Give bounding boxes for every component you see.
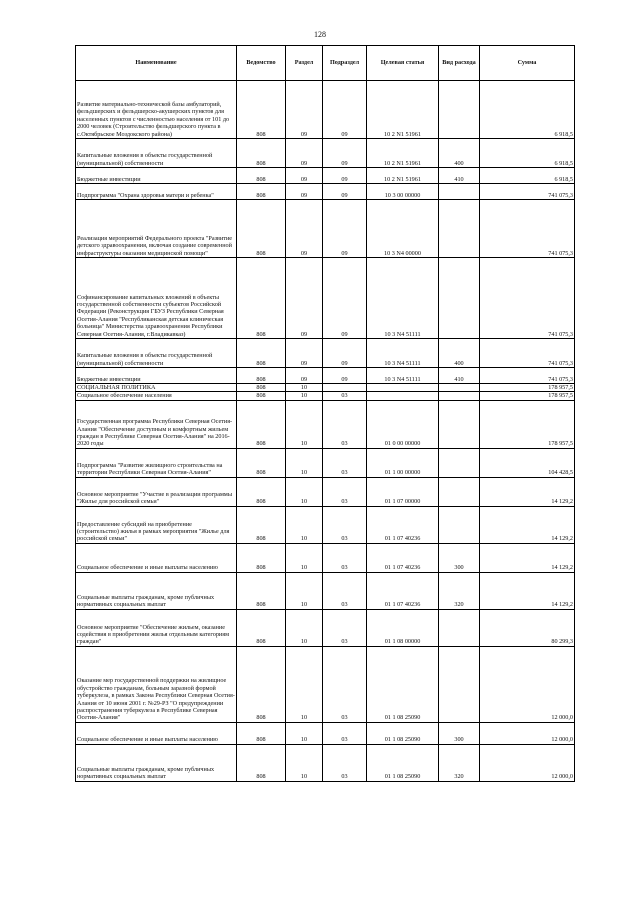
row-section: 10 [286,392,323,400]
row-article: 01 1 08 00000 [367,609,439,646]
row-dept: 808 [237,81,286,139]
table-row [76,184,575,200]
row-kind: 300 [439,543,480,572]
row-subsection: 03 [323,477,367,506]
row-name: Предоставление субсидий на приобретение (строительство) жилья в рамках мероприятия "Жилье для российской семьи" [76,506,237,543]
row-name: Социальные выплаты гражданам, кроме публичных нормативных социальных выплат [76,744,237,781]
row-kind: 400 [439,139,480,168]
table-row [76,744,575,781]
row-subsection: 03 [323,722,367,744]
row-kind: 300 [439,722,480,744]
row-article: 01 0 00 00000 [367,400,439,448]
row-kind [439,400,480,448]
header-subsection: Подраздел [323,46,367,81]
row-kind [439,646,480,722]
row-kind [439,448,480,477]
row-dept: 808 [237,400,286,448]
row-name: Оказание мер государственной поддержки на жилищное обустройство гражданам, больным заразной формой туберкулеза, в рамках Закона Республики Северная Осетия-Алания от 10 июня 2001 г. №29-РЗ "О предупреждении распространения туберкулеза в Республике Северная Осетия-Алания" [76,646,237,722]
row-kind [439,477,480,506]
row-name: Основное мероприятие "Обеспечение жильем, оказание содействия в приобретении жилья отдельным категориям граждан" [76,609,237,646]
row-section: 09 [286,168,323,184]
row-name: Основное мероприятие "Участие в реализации программы "Жилье для российской семьи" [76,477,237,506]
row-article: 01 1 07 00000 [367,477,439,506]
row-article: 10 2 N1 51961 [367,81,439,139]
row-article [367,392,439,400]
table-row [76,81,575,139]
table-row [76,168,575,184]
row-dept: 808 [237,168,286,184]
table-row [76,392,575,400]
row-subsection: 09 [323,200,367,258]
row-section: 10 [286,506,323,543]
row-dept: 808 [237,572,286,609]
row-name: Бюджетные инвестиции [76,368,237,384]
row-subsection: 03 [323,744,367,781]
budget-table [75,45,575,782]
row-sum: 741 075,3 [480,184,575,200]
table-row [76,339,575,368]
row-sum: 12 000,0 [480,722,575,744]
table-row [76,543,575,572]
row-section: 09 [286,339,323,368]
row-kind [439,200,480,258]
row-sum: 6 918,5 [480,139,575,168]
row-subsection: 03 [323,448,367,477]
row-dept: 808 [237,543,286,572]
row-kind: 410 [439,368,480,384]
row-article: 01 1 00 00000 [367,448,439,477]
row-sum: 14 129,2 [480,477,575,506]
row-article: 10 3 N4 51111 [367,339,439,368]
row-dept: 808 [237,609,286,646]
row-dept: 808 [237,448,286,477]
row-sum: 14 129,2 [480,543,575,572]
row-subsection: 03 [323,646,367,722]
table-row [76,609,575,646]
row-subsection: 09 [323,258,367,339]
row-subsection: 09 [323,184,367,200]
row-article: 10 3 00 00000 [367,184,439,200]
table-row [76,477,575,506]
row-name: Бюджетные инвестиции [76,168,237,184]
table-body [76,81,575,782]
header-sum: Сумма [480,46,575,81]
row-dept: 808 [237,139,286,168]
row-subsection: 03 [323,572,367,609]
row-sum: 6 918,5 [480,81,575,139]
row-dept: 808 [237,392,286,400]
table-row [76,400,575,448]
row-section: 09 [286,368,323,384]
row-sum: 741 075,3 [480,339,575,368]
table-row [76,200,575,258]
row-name: Социальное обеспечение и иные выплаты населению [76,722,237,744]
row-section: 10 [286,722,323,744]
header-dept: Ведомство [237,46,286,81]
row-name: Софинансирование капитальных вложений в объекты государственной собственности субъектов Российской Федерации (Реконструкция ГБУЗ Республики Северная Осетия-Алания "Республиканская детская клиническая больница" Министерства здравоохранения Республики Северная Осетия-Алания, г.Владикавказ) [76,258,237,339]
row-name: Капитальные вложения в объекты государственной (муниципальной) собственности [76,339,237,368]
row-kind [439,506,480,543]
row-section: 10 [286,572,323,609]
row-section: 10 [286,448,323,477]
row-section: 10 [286,384,323,392]
row-kind [439,258,480,339]
row-section: 09 [286,200,323,258]
row-name: Социальное обеспечение населения [76,392,237,400]
table-row [76,448,575,477]
header-name: Наименование [76,46,237,81]
row-dept: 808 [237,506,286,543]
row-kind [439,392,480,400]
row-subsection [323,384,367,392]
row-subsection: 09 [323,168,367,184]
row-sum: 741 075,3 [480,258,575,339]
row-name: Развитие материально-технической базы амбулаторий, фельдшерских и фельдшерско-акушерских пунктов для населенных пунктов с численностью населения от 101 до 2000 человек (Строительство фельдшерского пункта в с.Октябрьское Моздокского района) [76,81,237,139]
header-section: Раздел [286,46,323,81]
row-section: 09 [286,258,323,339]
row-article: 10 2 N1 51961 [367,139,439,168]
table-row [76,258,575,339]
table-row [76,506,575,543]
row-section: 09 [286,139,323,168]
row-section: 09 [286,81,323,139]
table-row [76,368,575,384]
row-subsection: 09 [323,368,367,384]
row-section: 10 [286,744,323,781]
row-sum: 6 918,5 [480,168,575,184]
row-name: Государственная программа Республики Северная Осетия-Алания "Обеспечение доступным и комфортным жильем граждан в Республике Северная Осетия-Алания" на 2016-2020 годы [76,400,237,448]
row-kind: 320 [439,744,480,781]
row-name: СОЦИАЛЬНАЯ ПОЛИТИКА [76,384,237,392]
row-dept: 808 [237,200,286,258]
table-row [76,572,575,609]
row-name: Капитальные вложения в объекты государственной (муниципальной) собственности [76,139,237,168]
row-kind: 320 [439,572,480,609]
row-name: Социальные выплаты гражданам, кроме публичных нормативных социальных выплат [76,572,237,609]
row-name: Социальное обеспечение и иные выплаты населению [76,543,237,572]
row-article: 01 1 07 40236 [367,543,439,572]
row-sum: 14 129,2 [480,506,575,543]
row-name: Реализация мероприятий Федерального проекта "Развитие детского здравоохранения, включая создание современной инфраструктуры оказания медицинской помощи" [76,200,237,258]
row-name: Подпрограмма "Развитие жилищного строительства на территории Республики Северная Осетия-Алания" [76,448,237,477]
row-name: Подпрограмма "Охрана здоровья матери и ребенка" [76,184,237,200]
row-subsection: 03 [323,392,367,400]
row-kind [439,184,480,200]
row-section: 10 [286,477,323,506]
row-subsection: 03 [323,609,367,646]
table-row [76,646,575,722]
row-kind [439,384,480,392]
row-dept: 808 [237,744,286,781]
row-subsection: 09 [323,139,367,168]
row-article: 01 1 08 25090 [367,646,439,722]
row-subsection: 03 [323,543,367,572]
table-row [76,139,575,168]
row-dept: 808 [237,646,286,722]
row-sum: 178 957,5 [480,384,575,392]
row-sum: 80 299,3 [480,609,575,646]
row-subsection: 09 [323,339,367,368]
row-sum: 741 075,3 [480,200,575,258]
row-dept: 808 [237,384,286,392]
row-article: 10 2 N1 51961 [367,168,439,184]
row-dept: 808 [237,368,286,384]
row-article: 10 3 N4 00000 [367,200,439,258]
row-article: 10 3 N4 51111 [367,258,439,339]
row-kind [439,81,480,139]
row-section: 10 [286,400,323,448]
row-sum: 12 000,0 [480,646,575,722]
row-dept: 808 [237,184,286,200]
row-dept: 808 [237,722,286,744]
row-article: 01 1 08 25090 [367,722,439,744]
row-article: 01 1 07 40236 [367,506,439,543]
table-row [76,384,575,392]
row-article: 01 1 08 25090 [367,744,439,781]
row-sum: 178 957,5 [480,400,575,448]
row-subsection: 03 [323,400,367,448]
row-dept: 808 [237,258,286,339]
row-section: 09 [286,184,323,200]
row-sum: 12 000,0 [480,744,575,781]
row-kind: 410 [439,168,480,184]
row-sum: 741 075,3 [480,368,575,384]
header-kind: Вид расхода [439,46,480,81]
row-kind: 400 [439,339,480,368]
row-subsection: 09 [323,81,367,139]
row-article: 10 3 N4 51111 [367,368,439,384]
row-article [367,384,439,392]
page-number: 128 [314,30,326,39]
row-article: 01 1 07 40236 [367,572,439,609]
header-article: Целевая статья [367,46,439,81]
table-row [76,722,575,744]
row-section: 10 [286,609,323,646]
table-header-row [76,46,575,81]
row-dept: 808 [237,477,286,506]
row-sum: 14 129,2 [480,572,575,609]
row-sum: 104 428,5 [480,448,575,477]
row-subsection: 03 [323,506,367,543]
row-section: 10 [286,646,323,722]
row-dept: 808 [237,339,286,368]
row-section: 10 [286,543,323,572]
row-kind [439,609,480,646]
row-sum: 178 957,5 [480,392,575,400]
